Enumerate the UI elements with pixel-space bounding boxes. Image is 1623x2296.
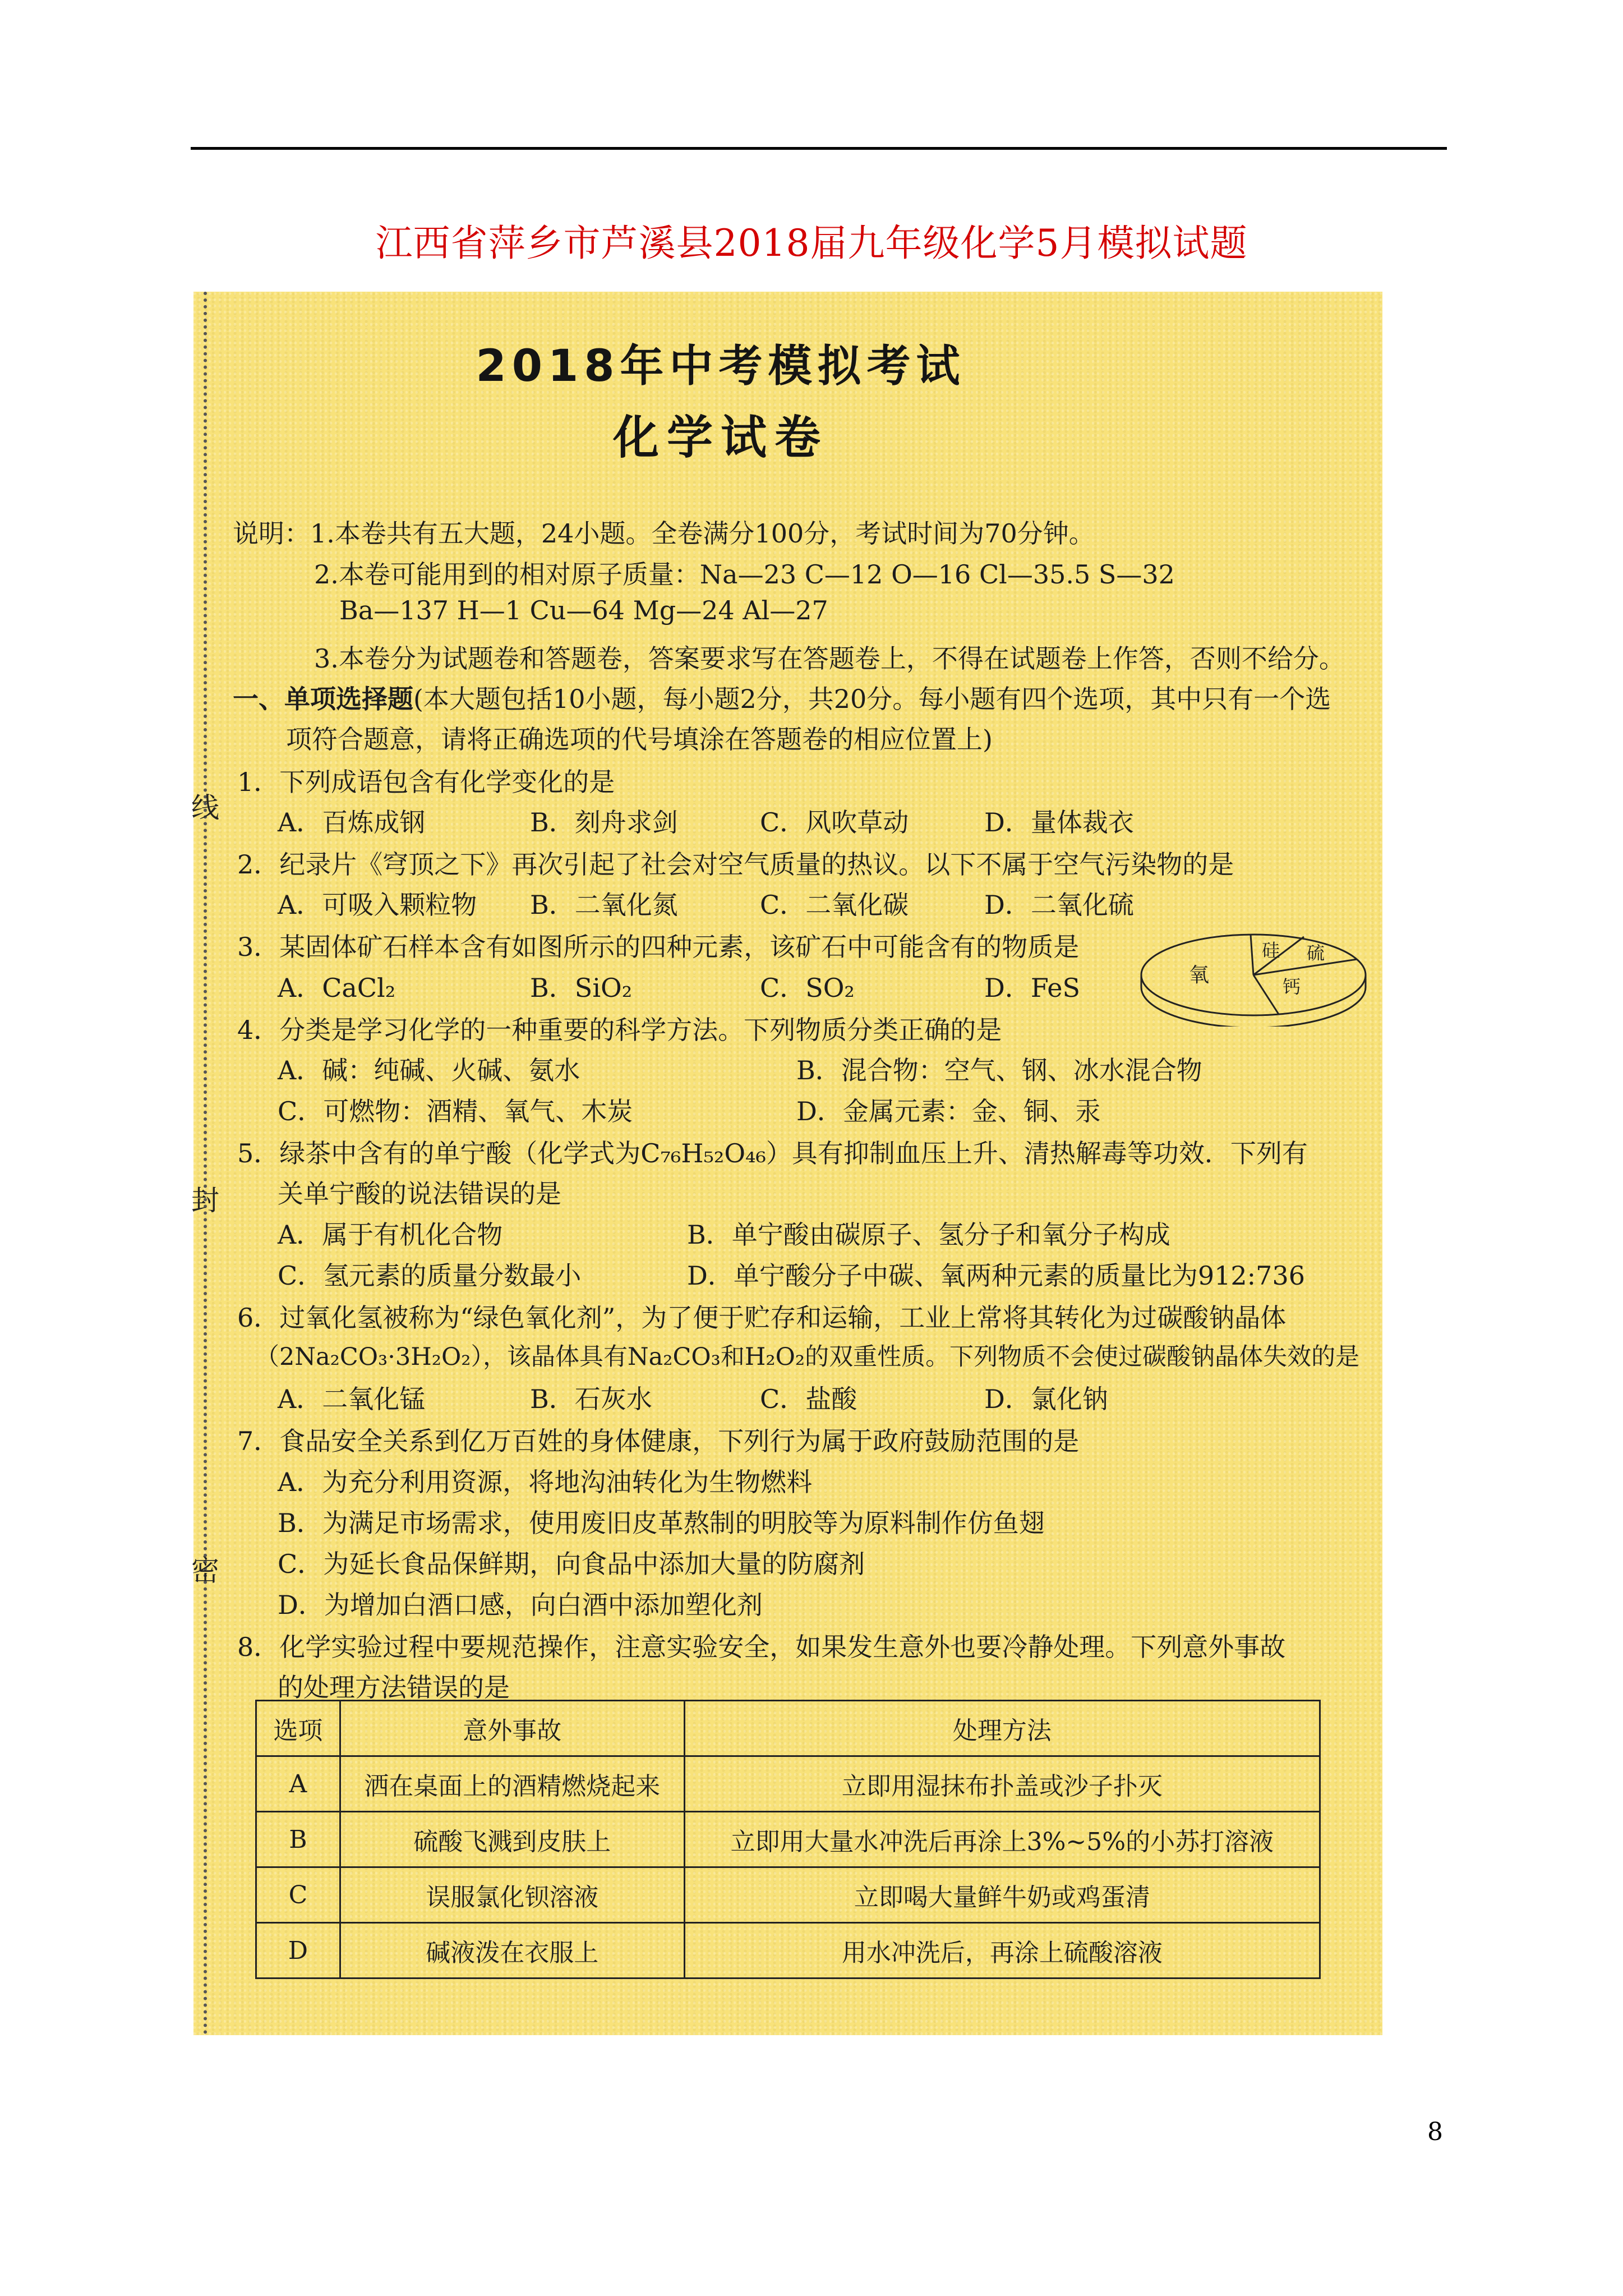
table-cell: 立即用大量水冲洗后再涂上3%~5%的小苏打溶液	[684, 1812, 1320, 1867]
side-mark-xian: 线	[191, 792, 219, 824]
option-b: B．二氧化氮	[530, 890, 678, 920]
section-description: 项符合题意，请将正确选项的代号填涂在答题卷的相应位置上)	[286, 724, 993, 754]
pie-label-calcium: 钙	[1283, 976, 1301, 997]
option-d: D．二氧化硫	[984, 890, 1134, 920]
table-cell: B	[256, 1812, 340, 1867]
table-cell: 洒在桌面上的酒精燃烧起来	[340, 1756, 684, 1812]
table-row	[256, 1923, 1320, 1978]
table-cell: 碱液泼在衣服上	[340, 1923, 684, 1978]
option-a: A．属于有机化合物	[278, 1220, 503, 1250]
question-stem: 7．食品安全关系到亿万百姓的身体健康，下列行为属于政府鼓励范围的是	[237, 1426, 1080, 1456]
option-d: D．FeS	[984, 973, 1081, 1003]
question-stem: 2．纪录片《穹顶之下》再次引起了社会对空气质量的热议。以下不属于空气污染物的是	[237, 849, 1234, 880]
pie-divider	[1251, 935, 1253, 975]
table-cell: 硫酸飞溅到皮肤上	[340, 1812, 684, 1867]
option-c: C．二氧化碳	[760, 890, 909, 920]
option-a: A．为充分利用资源，将地沟油转化为生物燃料	[278, 1467, 813, 1497]
table-header: 处理方法	[684, 1701, 1320, 1756]
option-c: C．可燃物：酒精、氧气、木炭	[278, 1096, 633, 1126]
instruction-line: 说明：1.本卷共有五大题，24小题。全卷满分100分，考试时间为70分钟。	[233, 518, 1095, 549]
option-b: B．混合物：空气、钢、冰水混合物	[796, 1055, 1202, 1085]
option-c: C．SO₂	[760, 973, 855, 1003]
option-c: C．氢元素的质量分数最小	[278, 1260, 582, 1291]
instruction-line: 2.本卷可能用到的相对原子质量：Na—23 C—12 O—16 Cl—35.5 S—32	[314, 559, 1175, 590]
table-header: 选项	[256, 1701, 340, 1756]
question-stem-continued: 关单宁酸的说法错误的是	[278, 1179, 561, 1209]
document-title: 江西省萍乡市芦溪县2018届九年级化学5月模拟试题	[375, 222, 1248, 265]
option-a: A．CaCl₂	[278, 973, 396, 1003]
pie-rim	[1141, 975, 1366, 1027]
question-stem: 3．某固体矿石样本含有如图所示的四种元素，该矿石中可能含有的物质是	[237, 932, 1080, 962]
question-stem: 5．绿茶中含有的单宁酸（化学式为C₇₆H₅₂O₄₆）具有抑制血压上升、清热解毒等功效．下列有	[237, 1138, 1308, 1168]
instruction-line: 3.本卷分为试题卷和答题卷，答案要求写在答题卷上，不得在试题卷上作答，否则不给分。	[314, 643, 1345, 674]
option-a: A．百炼成钢	[278, 807, 426, 838]
pie-divider	[1253, 975, 1279, 1014]
option-d: D．单宁酸分子中碳、氧两种元素的质量比为912:736	[687, 1260, 1305, 1291]
question-stem: 6．过氧化氢被称为“绿色氧化剂”，为了便于贮存和运输，工业上常将其转化为过碳酸钠晶体	[237, 1303, 1287, 1333]
binding-line	[204, 292, 207, 2035]
side-mark-feng: 封	[191, 1184, 219, 1217]
table-cell: 立即喝大量鲜牛奶或鸡蛋清	[684, 1867, 1320, 1923]
option-a: A．二氧化锰	[278, 1384, 426, 1414]
table-header: 意外事故	[340, 1701, 684, 1756]
side-mark-mi: 密	[191, 1554, 219, 1587]
accident-table	[255, 1700, 1321, 1979]
pie-label-oxygen: 氧	[1189, 964, 1210, 987]
table-cell: 立即用湿抹布扑盖或沙子扑灭	[684, 1756, 1320, 1812]
option-b: B．石灰水	[530, 1384, 652, 1414]
option-d: D．量体裁衣	[984, 807, 1134, 838]
option-b: B．为满足市场需求，使用废旧皮革熬制的明胶等为原料制作仿鱼翅	[278, 1508, 1045, 1538]
question-stem: 1．下列成语包含有化学变化的是	[237, 767, 615, 797]
option-a: A．可吸入颗粒物	[278, 890, 477, 920]
header-rule	[191, 147, 1447, 150]
pie-divider	[1253, 959, 1357, 975]
option-d: D．氯化钠	[984, 1384, 1108, 1414]
question-stem-continued: 的处理方法错误的是	[278, 1672, 510, 1703]
section-description: (本大题包括10小题，每小题2分，共20分。每小题有四个选项，其中只有一个选	[413, 684, 1331, 714]
table-header-row	[256, 1701, 1320, 1756]
option-b: B．SiO₂	[530, 973, 633, 1003]
scanned-exam-page	[193, 292, 1382, 2035]
table-row	[256, 1867, 1320, 1923]
option-b: B．单宁酸由碳原子、氢分子和氧分子构成	[687, 1220, 1170, 1250]
question-stem: 4．分类是学习化学的一种重要的科学方法。下列物质分类正确的是	[237, 1015, 1002, 1045]
pie-label-silicon: 硅	[1262, 940, 1280, 961]
pie-label-sulfur: 硫	[1307, 942, 1325, 964]
exam-subtitle: 化学试卷	[612, 411, 828, 464]
option-b: B．刻舟求剑	[530, 807, 678, 838]
option-d: D．为增加白酒口感，向白酒中添加塑化剂	[278, 1590, 763, 1620]
page-number: 8	[1427, 2118, 1443, 2146]
table-cell: A	[256, 1756, 340, 1812]
option-c: C．为延长食品保鲜期，向食品中添加大量的防腐剂	[278, 1549, 865, 1579]
table-row	[256, 1812, 1320, 1867]
table-cell: C	[256, 1867, 340, 1923]
option-c: C．风吹草动	[760, 807, 909, 838]
instruction-line: Ba—137 H—1 Cu—64 Mg—24 Al—27	[339, 595, 828, 625]
section-heading	[233, 679, 1331, 716]
option-d: D．金属元素：金、铜、汞	[796, 1096, 1101, 1126]
table-cell: 用水冲洗后，再涂上硫酸溶液	[684, 1923, 1320, 1978]
option-a: A．碱：纯碱、火碱、氨水	[278, 1055, 580, 1085]
question-stem: 8．化学实验过程中要规范操作，注意实验安全，如果发生意外也要冷静处理。下列意外事故	[237, 1632, 1286, 1662]
question-stem-continued: （2Na₂CO₃·3H₂O₂），该晶体具有Na₂CO₃和H₂O₂的双重性质。下列物质不会使过碳酸钠晶体失效的是	[255, 1343, 1360, 1371]
table-cell: 误服氯化钡溶液	[340, 1867, 684, 1923]
table-cell: D	[256, 1923, 340, 1978]
exam-title: 2018年中考模拟考试	[476, 341, 966, 392]
section-title: 一、单项选择题	[233, 684, 413, 714]
element-pie-chart	[1136, 903, 1371, 1027]
table-row	[256, 1756, 1320, 1812]
option-c: C．盐酸	[760, 1384, 857, 1414]
